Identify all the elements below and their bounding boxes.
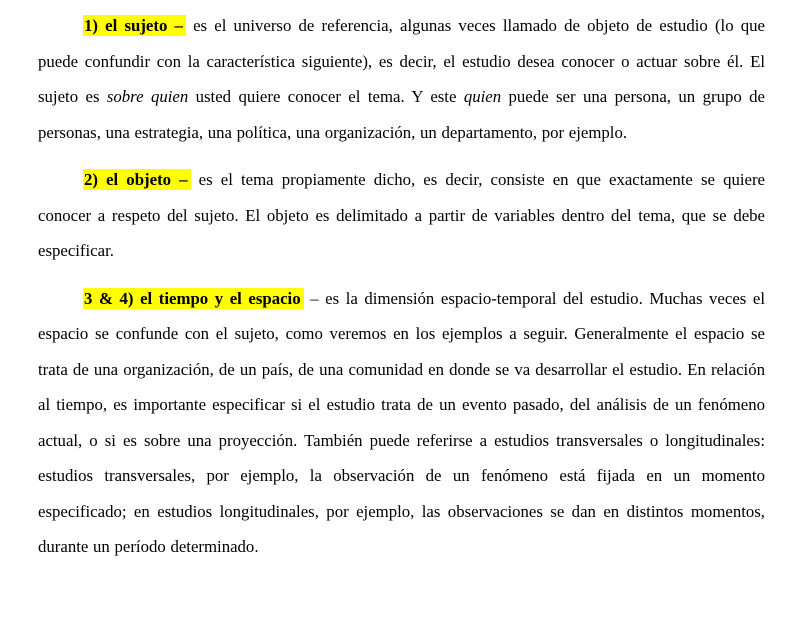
italic-phrase: quien	[463, 87, 502, 106]
body-text: es el universo de referencia, algunas veces llamado de objeto de estudio (lo que puede confundir con la característica siguiente), es decir, el estudio desea conocer o actuar sobre él. El sujeto es	[38, 16, 766, 106]
italic-phrase: sobre quien	[106, 87, 189, 106]
highlighted-heading-sujeto: 1) el sujeto –	[83, 15, 186, 36]
body-text: – es la dimensión espacio-temporal del estudio. Muchas veces el espacio se confunde con el sujeto, como veremos en los ejemplos a seguir. Generalmente el espacio se trata de una organización, de un país, de una comunidad en donde se va desarrollar el estudio. En relación al tiempo, es importante especificar si el estudio trata de un evento pasado, del análisis de un fenómeno actual, o si es sobre una proyección. También puede referirse a estudios transversales o longitudinales: estudios transversales, por ejemplo, la observación de un fenómeno está fijada en un momento especificado; en estudios longitudinales, por ejemplo, las observaciones se dan en distintos momentos, durante un período determinado.	[38, 288, 765, 556]
paragraph-el-sujeto	[38, 8, 765, 150]
body-text: puede ser una persona, un grupo de personas, una estrategia, una política, una organización, un departamento, por ejemplo.	[38, 87, 765, 142]
body-text: es el tema propiamente dicho, es decir, consiste en que exactamente se quiere conocer a respeto del sujeto. El objeto es delimitado a partir de variables dentro del tema, que se debe especificar.	[38, 170, 765, 260]
body-text: usted quiere conocer el tema. Y este	[188, 87, 464, 106]
paragraph-el-objeto	[38, 162, 765, 269]
highlighted-heading-objeto: 2) el objeto –	[83, 169, 191, 190]
highlighted-heading-tiempo-espacio: 3 & 4) el tiempo y el espacio	[83, 288, 304, 309]
paragraph-el-tiempo-y-el-espacio	[38, 281, 765, 565]
